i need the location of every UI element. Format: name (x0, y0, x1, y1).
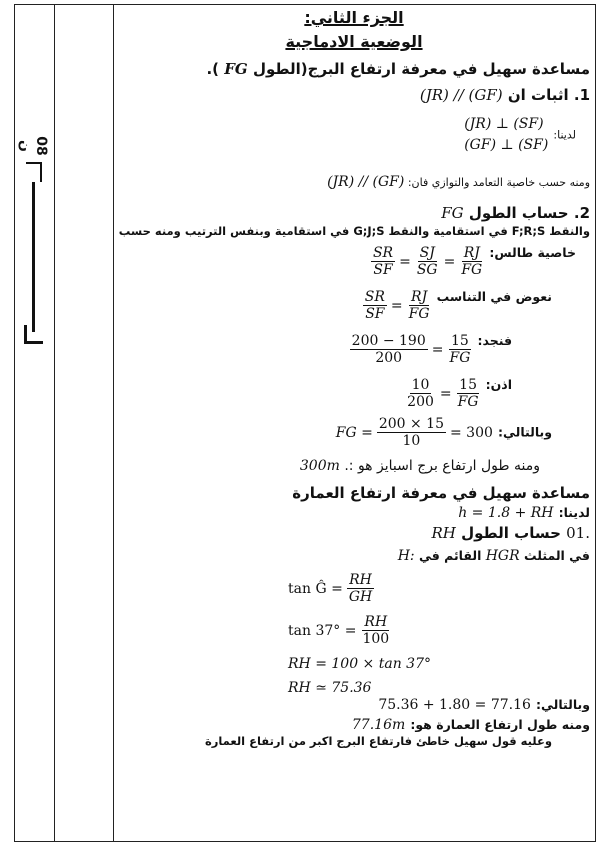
tan-37-equation: tan 37° = $\frac{RH}{100}$ (288, 614, 390, 648)
proof-heading: 1. اثبات ان (JR) // (GF) (419, 86, 590, 104)
rh-approx: RH ≃ 75.36 (288, 680, 372, 696)
situation-title: الوضعية الادماجية (285, 32, 423, 51)
proof-conclusion: ومنه حسب خاصية التعامد والتوازي فان: (JR) // (GF) (327, 174, 590, 190)
task2-title: مساعدة سهيل في معرفة ارتفاع العمارة (292, 484, 590, 502)
triangle-statement: في المثلث HGR القائم في H: (397, 548, 590, 564)
answer-content (118, 6, 590, 836)
rh-equation: RH = 100 × tan 37° (288, 656, 431, 672)
building-given: لدينا: h = 1.8 + RH (458, 505, 590, 521)
proof-given: لدينا: (JR) ⊥ (SF) (GF) ⊥ (SF) (464, 116, 576, 153)
building-height-line: ومنه طول ارتفاع العمارة هو: 77.16m (351, 717, 590, 733)
part-title: الجزء الثاني: (304, 8, 404, 27)
sum-line: وبالتالي: 75.36 + 1.80 = 77.16 (378, 697, 590, 713)
points-statement: والنقط F;R;S في استقامية والنقط G;J;S في استقامية وبنفس الترتيب ومنه حسب (118, 224, 590, 238)
final-conclusion: وعليه قول سهيل خاطئ فارتفاع البرج اكبر من ارتفاع العمارة (204, 734, 552, 748)
tan-g-equation: tan Ĝ = $\frac{RH}{GH}$ (288, 572, 373, 606)
result-equation: وبالتالي: FG = $\frac{200 \times 15}{10}$ = 300 (335, 416, 552, 450)
grade-value: 08 ن (17, 136, 49, 156)
grade-bracket-line (32, 182, 35, 332)
grade-bracket-bottom (24, 325, 43, 344)
then-equation: اذن: $\frac{10}{200}$ = $\frac{15}{FG}$ (407, 377, 512, 411)
length-heading: 2. حساب الطول FG (441, 204, 590, 222)
margin-divider (54, 4, 55, 842)
substitution-equation: نعوض في التناسب $\frac{SR}{SF}$ = $\frac{RJ}{FG}$ (364, 289, 552, 323)
task1-title: مساعدة سهيل في معرفة ارتفاع البرج(الطول FG ). (206, 60, 590, 78)
grade-divider (113, 4, 114, 842)
grade-bracket-top (26, 162, 42, 182)
rh-heading: 01. حساب الطول RH (431, 524, 590, 542)
find-equation: فنجد: $\frac{200 - 190}{200}$ = $\frac{15}{FG}$ (351, 333, 512, 367)
thales-equation: خاصية طالس: $\frac{SR}{SF}$ = $\frac{SJ}{SG}$ = $\frac{RJ}{FG}$ (372, 245, 576, 279)
tower-conclusion: ومنه طول ارتفاع برج اسبايز هو :. 300m (299, 458, 540, 474)
